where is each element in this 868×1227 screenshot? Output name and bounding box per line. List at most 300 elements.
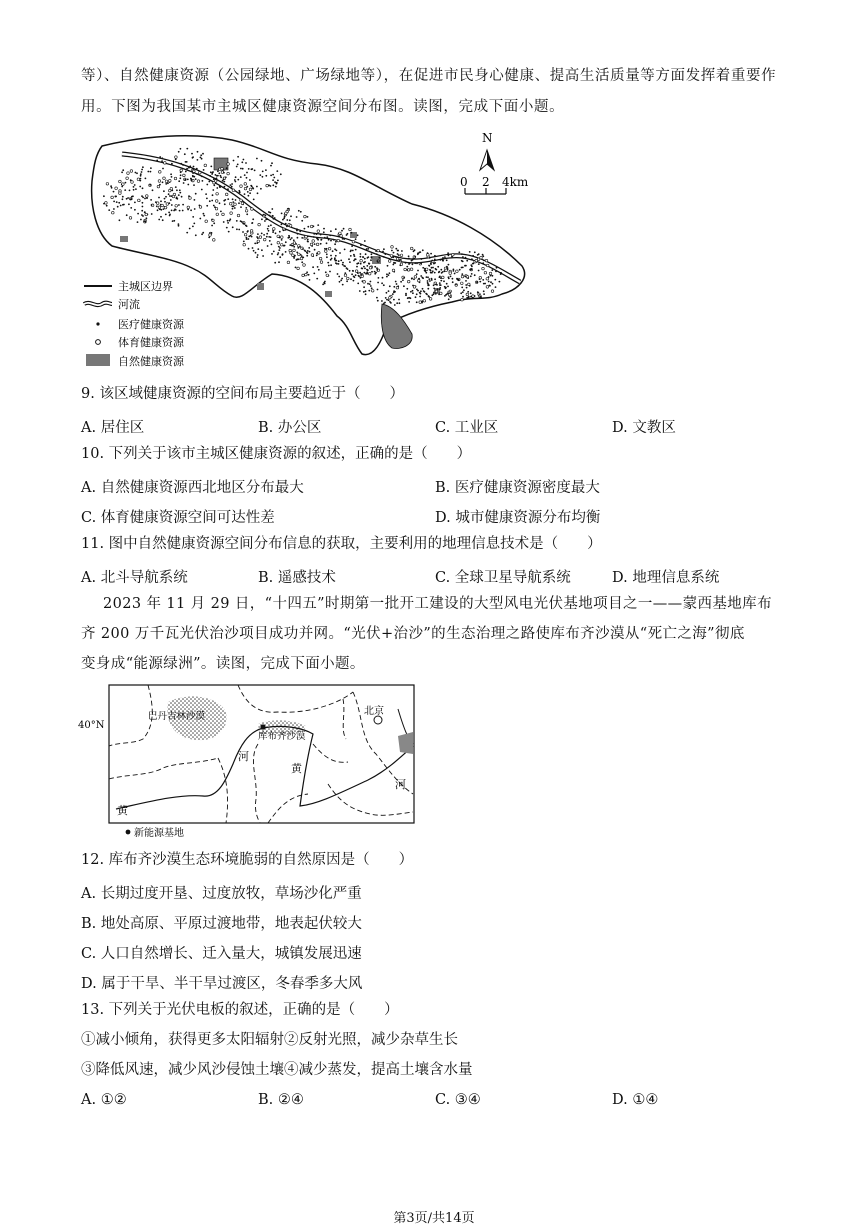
sports-resource-dot xyxy=(164,162,167,165)
medical-resource-dot xyxy=(256,236,258,238)
medical-resource-dot xyxy=(158,219,160,221)
sports-resource-dot xyxy=(319,257,322,260)
medical-resource-dot xyxy=(190,209,192,211)
medical-resource-dot xyxy=(462,261,464,263)
sports-resource-dot xyxy=(166,203,169,206)
medical-resource-dot xyxy=(353,280,355,282)
medical-resource-dot xyxy=(424,291,426,293)
medical-resource-dot xyxy=(235,176,237,178)
sports-resource-dot xyxy=(130,170,133,173)
medical-resource-dot xyxy=(187,179,189,181)
medical-resource-dot xyxy=(168,193,170,195)
medical-resource-dot xyxy=(363,286,365,288)
medical-resource-dot xyxy=(111,187,113,189)
medical-resource-dot xyxy=(272,215,274,217)
medical-resource-dot xyxy=(296,230,298,232)
medical-resource-dot xyxy=(265,215,267,217)
medical-resource-dot xyxy=(210,166,212,168)
q11-option-c[interactable]: C. 全球卫星导航系统 xyxy=(435,570,571,586)
medical-resource-dot xyxy=(386,273,388,275)
medical-resource-dot xyxy=(180,174,182,176)
medical-resource-dot xyxy=(278,261,280,263)
q9-option-c[interactable]: C. 工业区 xyxy=(435,420,499,436)
q11-option-d[interactable]: D. 地理信息系统 xyxy=(612,570,720,586)
medical-resource-dot xyxy=(213,222,215,224)
medical-resource-dot xyxy=(353,260,355,262)
medical-resource-dot xyxy=(192,176,194,178)
q9-option-b[interactable]: B. 办公区 xyxy=(258,420,322,436)
sports-resource-dot xyxy=(312,240,315,243)
medical-resource-dot xyxy=(110,185,112,187)
medical-resource-dot xyxy=(248,168,250,170)
q13-option-b[interactable]: B. ②④ xyxy=(258,1092,304,1108)
medical-resource-dot xyxy=(453,270,455,272)
sports-resource-dot xyxy=(407,280,410,283)
medical-resource-dot xyxy=(271,208,273,210)
medical-resource-dot xyxy=(445,294,447,296)
medical-resource-dot xyxy=(397,253,399,255)
medical-resource-dot xyxy=(269,240,271,242)
medical-resource-dot xyxy=(483,259,485,261)
medical-resource-dot xyxy=(342,264,344,266)
question-13-stem: 13. 下列关于光伏电板的叙述，正确的是（ ） xyxy=(81,1002,399,1018)
medical-resource-dot xyxy=(293,246,295,248)
medical-resource-dot xyxy=(386,276,388,278)
medical-resource-dot xyxy=(359,272,361,274)
sports-resource-dot xyxy=(388,260,391,263)
river-label-4: 黄 xyxy=(117,804,128,817)
medical-resource-dot xyxy=(365,245,367,247)
medical-resource-dot xyxy=(262,171,264,173)
medical-resource-dot xyxy=(179,189,181,191)
medical-resource-dot xyxy=(180,163,182,165)
sports-resource-dot xyxy=(131,181,134,184)
medical-resource-dot xyxy=(469,251,471,253)
medical-resource-dot xyxy=(208,237,210,239)
medical-resource-dot xyxy=(246,172,248,174)
north-label: N xyxy=(482,131,493,145)
medical-resource-dot xyxy=(472,263,474,265)
medical-resource-dot xyxy=(249,192,251,194)
sports-resource-dot xyxy=(347,277,350,280)
medical-resource-dot xyxy=(448,264,450,266)
sports-resource-dot xyxy=(244,183,247,186)
medical-resource-dot xyxy=(279,256,281,258)
q11-option-a[interactable]: A. 北斗导航系统 xyxy=(81,570,188,586)
medical-resource-dot xyxy=(393,252,395,254)
sports-resource-dot xyxy=(243,243,246,246)
sports-resource-dot xyxy=(300,257,303,260)
intro-line-1: 等）、自然健康资源（公园绿地、广场绿地等），在促进市民身心健康、提高生活质量等方面发挥着重要作 xyxy=(81,68,777,84)
medical-resource-dot xyxy=(216,187,218,189)
medical-resource-dot xyxy=(237,164,239,166)
medical-resource-dot xyxy=(212,171,214,173)
sports-resource-dot xyxy=(369,266,372,269)
medical-resource-dot xyxy=(427,276,429,278)
sports-resource-dot xyxy=(311,254,314,257)
medical-resource-dot xyxy=(113,208,115,210)
medical-resource-dot xyxy=(355,274,357,276)
sports-resource-dot xyxy=(377,249,380,252)
medical-resource-dot xyxy=(416,263,418,265)
q10-option-a[interactable]: A. 自然健康资源西北地区分布最大 xyxy=(81,480,304,496)
sports-resource-dot xyxy=(180,169,183,172)
sports-resource-dot xyxy=(138,199,141,202)
medical-resource-dot xyxy=(253,250,255,252)
medical-resource-dot xyxy=(418,278,420,280)
medical-resource-dot xyxy=(257,233,259,235)
sports-resource-dot xyxy=(340,235,343,238)
medical-resource-dot xyxy=(209,175,211,177)
medical-resource-dot xyxy=(116,201,118,203)
q11-option-b[interactable]: B. 遥感技术 xyxy=(258,570,336,586)
medical-resource-dot xyxy=(141,210,143,212)
sports-resource-dot xyxy=(325,250,328,253)
medical-resource-dot xyxy=(408,255,410,257)
medical-resource-dot xyxy=(106,205,108,207)
medical-resource-dot xyxy=(445,287,447,289)
medical-resource-dot xyxy=(448,298,450,300)
medical-resource-dot xyxy=(459,269,461,271)
medical-resource-dot xyxy=(435,269,437,271)
q12-option-a[interactable]: A. 长期过度开垦、过度放牧，草场沙化严重 xyxy=(81,886,362,902)
medical-resource-dot xyxy=(495,271,497,273)
medical-resource-dot xyxy=(363,291,365,293)
medical-resource-dot xyxy=(161,157,163,159)
sports-resource-dot xyxy=(229,202,232,205)
medical-resource-dot xyxy=(313,233,315,235)
sports-resource-dot xyxy=(310,243,313,246)
medical-resource-dot xyxy=(320,243,322,245)
sports-resource-dot xyxy=(491,290,494,293)
medical-resource-dot xyxy=(203,213,205,215)
medical-resource-dot xyxy=(338,263,340,265)
sports-resource-dot xyxy=(461,298,464,301)
medical-resource-dot xyxy=(421,277,423,279)
medical-resource-dot xyxy=(268,225,270,227)
medical-resource-dot xyxy=(461,287,463,289)
sports-resource-dot xyxy=(250,230,253,233)
sports-resource-dot xyxy=(466,293,469,296)
medical-resource-dot xyxy=(226,227,228,229)
medical-resource-dot xyxy=(462,296,464,298)
medical-resource-dot xyxy=(277,180,279,182)
sports-resource-dot xyxy=(320,261,323,264)
sports-resource-dot xyxy=(449,272,452,275)
medical-resource-dot xyxy=(419,281,421,283)
medical-resource-dot xyxy=(329,271,331,273)
medical-resource-dot xyxy=(206,184,208,186)
medical-resource-dot xyxy=(405,293,407,295)
q12-option-b[interactable]: B. 地处高原、平原过渡地带，地表起伏较大 xyxy=(81,916,362,932)
medical-resource-dot xyxy=(414,262,416,264)
medical-resource-dot xyxy=(468,296,470,298)
medical-resource-dot xyxy=(494,279,496,281)
medical-resource-dot xyxy=(338,260,340,262)
medical-resource-dot xyxy=(295,267,297,269)
medical-resource-dot xyxy=(287,237,289,239)
medical-resource-dot xyxy=(236,228,238,230)
medical-resource-dot xyxy=(134,202,136,204)
medical-resource-dot xyxy=(326,256,328,258)
medical-resource-dot xyxy=(346,280,348,282)
q12-option-d[interactable]: D. 属于干旱、半干旱过渡区，冬春季多大风 xyxy=(81,976,363,992)
medical-resource-dot xyxy=(266,236,268,238)
medical-resource-dot xyxy=(366,273,368,275)
medical-resource-dot xyxy=(160,200,162,202)
medical-resource-dot xyxy=(371,257,373,259)
medical-resource-dot xyxy=(360,263,362,265)
medical-resource-dot xyxy=(281,213,283,215)
medical-resource-dot xyxy=(162,168,164,170)
medical-resource-dot xyxy=(170,199,172,201)
medical-resource-dot xyxy=(117,206,119,208)
medical-resource-dot xyxy=(406,266,408,268)
medical-resource-dot xyxy=(244,193,246,195)
medical-resource-dot xyxy=(399,264,401,266)
sports-resource-dot xyxy=(193,170,196,173)
sports-resource-dot xyxy=(355,270,358,273)
q13-option-d[interactable]: D. ①④ xyxy=(612,1092,659,1108)
medical-resource-dot xyxy=(277,254,279,256)
medical-resource-dot xyxy=(129,190,131,192)
sports-resource-dot xyxy=(145,213,148,216)
medical-resource-dot xyxy=(298,210,300,212)
medical-resource-dot xyxy=(366,248,368,250)
q13-option-c[interactable]: C. ③④ xyxy=(435,1092,481,1108)
medical-resource-dot xyxy=(433,284,435,286)
medical-resource-dot xyxy=(281,224,283,226)
sports-resource-dot xyxy=(298,253,301,256)
medical-resource-dot xyxy=(451,256,453,258)
medical-resource-dot xyxy=(208,181,210,183)
medical-resource-dot xyxy=(125,182,127,184)
medical-resource-dot xyxy=(251,236,253,238)
medical-resource-dot xyxy=(416,293,418,295)
sports-resource-dot xyxy=(221,167,224,170)
medical-resource-dot xyxy=(488,281,490,283)
sports-resource-dot xyxy=(266,184,269,187)
medical-resource-dot xyxy=(243,159,245,161)
medical-resource-dot xyxy=(252,188,254,190)
medical-resource-dot xyxy=(306,271,308,273)
medical-resource-dot xyxy=(128,203,130,205)
medical-resource-dot xyxy=(313,236,315,238)
sports-resource-dot xyxy=(429,298,432,301)
medical-resource-dot xyxy=(124,189,126,191)
medical-resource-dot xyxy=(219,186,221,188)
medical-resource-dot xyxy=(202,180,204,182)
medical-resource-dot xyxy=(403,285,405,287)
medical-resource-dot xyxy=(270,175,272,177)
sports-resource-dot xyxy=(414,276,417,279)
medical-resource-dot xyxy=(393,299,395,301)
medical-resource-dot xyxy=(474,274,476,276)
sports-resource-dot xyxy=(440,292,443,295)
sports-resource-dot xyxy=(119,192,122,195)
medical-resource-dot xyxy=(192,216,194,218)
lat-label: 40°N xyxy=(78,720,105,731)
q10-option-c[interactable]: C. 体育健康资源空间可达性差 xyxy=(81,510,275,526)
medical-resource-dot xyxy=(367,283,369,285)
medical-resource-dot xyxy=(162,181,164,183)
medical-resource-dot xyxy=(491,269,493,271)
medical-resource-dot xyxy=(428,284,430,286)
medical-resource-dot xyxy=(411,260,413,262)
medical-resource-dot xyxy=(479,281,481,283)
medical-resource-dot xyxy=(231,186,233,188)
medical-resource-dot xyxy=(329,235,331,237)
medical-resource-dot xyxy=(340,279,342,281)
medical-resource-dot xyxy=(334,248,336,250)
medical-resource-dot xyxy=(121,171,123,173)
medical-resource-dot xyxy=(365,293,367,295)
medical-resource-dot xyxy=(272,184,274,186)
medical-resource-dot xyxy=(201,158,203,160)
medical-resource-dot xyxy=(461,273,463,275)
medical-resource-dot xyxy=(335,255,337,257)
medical-resource-dot xyxy=(267,245,269,247)
sports-resource-dot xyxy=(244,233,247,236)
medical-resource-dot xyxy=(137,213,139,215)
medical-resource-dot xyxy=(496,267,498,269)
sports-resource-dot xyxy=(158,206,161,209)
q9-option-d[interactable]: D. 文教区 xyxy=(612,420,676,436)
medical-resource-dot xyxy=(122,204,124,206)
medical-resource-dot xyxy=(387,265,389,267)
medical-resource-dot xyxy=(168,212,170,214)
medical-resource-dot xyxy=(455,283,457,285)
medical-resource-dot xyxy=(239,191,241,193)
medical-resource-dot xyxy=(495,286,497,288)
medical-resource-dot xyxy=(191,153,193,155)
medical-resource-dot xyxy=(144,211,146,213)
medical-resource-dot xyxy=(469,285,471,287)
medical-resource-dot xyxy=(383,248,385,250)
q10-option-b[interactable]: B. 医疗健康资源密度最大 xyxy=(435,480,600,496)
sports-resource-dot xyxy=(169,179,172,182)
question-12-stem: 12. 库布齐沙漠生态环境脆弱的自然原因是（ ） xyxy=(81,852,414,868)
medical-resource-dot xyxy=(291,237,293,239)
medical-resource-dot xyxy=(389,285,391,287)
medical-resource-dot xyxy=(178,194,180,196)
medical-resource-dot xyxy=(343,265,345,267)
medical-resource-dot xyxy=(381,282,383,284)
medical-resource-dot xyxy=(482,279,484,281)
medical-resource-dot xyxy=(492,283,494,285)
sports-resource-dot xyxy=(425,268,428,271)
medical-resource-dot xyxy=(243,241,245,243)
medical-resource-dot xyxy=(316,255,318,257)
sports-resource-dot xyxy=(158,180,161,183)
medical-resource-dot xyxy=(440,269,442,271)
medical-resource-dot xyxy=(351,232,353,234)
medical-resource-dot xyxy=(299,246,301,248)
medical-resource-dot xyxy=(450,276,452,278)
medical-resource-dot xyxy=(478,263,480,265)
medical-resource-dot xyxy=(203,215,205,217)
medical-resource-dot xyxy=(145,178,147,180)
medical-resource-dot xyxy=(488,276,490,278)
q9-option-a[interactable]: A. 居住区 xyxy=(81,420,145,436)
medical-resource-dot xyxy=(434,262,436,264)
medical-resource-dot xyxy=(383,284,385,286)
sports-resource-dot xyxy=(170,187,173,190)
river-label-2: 黄 xyxy=(291,762,302,775)
medical-resource-dot xyxy=(257,192,259,194)
medical-resource-dot xyxy=(130,179,132,181)
medical-resource-dot xyxy=(360,277,362,279)
medical-resource-dot xyxy=(265,219,267,221)
medical-resource-dot xyxy=(297,233,299,235)
medical-resource-dot xyxy=(434,278,436,280)
medical-resource-dot xyxy=(260,188,262,190)
medical-resource-dot xyxy=(272,179,274,181)
sports-resource-dot xyxy=(230,212,233,215)
medical-resource-dot xyxy=(379,257,381,259)
sports-resource-dot xyxy=(122,183,125,186)
medical-resource-dot xyxy=(392,293,394,295)
medical-resource-dot xyxy=(364,268,366,270)
medical-resource-dot xyxy=(313,273,315,275)
medical-resource-dot xyxy=(156,205,158,207)
medical-resource-dot xyxy=(347,268,349,270)
sports-resource-dot xyxy=(129,217,132,220)
para-line-2: 齐 200 万千瓦光伏治沙项目成功并网。“光伏+治沙”的生态治理之路使库布齐沙漠从“死亡之海”彻底 xyxy=(81,626,745,642)
medical-resource-dot xyxy=(399,302,401,304)
medical-resource-dot xyxy=(362,256,364,258)
medical-resource-dot xyxy=(196,168,198,170)
medical-resource-dot xyxy=(247,191,249,193)
sports-resource-dot xyxy=(163,177,166,180)
intro-line-2: 用。下图为我国某市主城区健康资源空间分布图。读图，完成下面小题。 xyxy=(81,99,565,115)
q12-option-c[interactable]: C. 人口自然增长、迁入量大，城镇发展迅速 xyxy=(81,946,362,962)
medical-resource-dot xyxy=(343,238,345,240)
medical-resource-dot xyxy=(279,231,281,233)
medical-resource-dot xyxy=(482,254,484,256)
medical-resource-dot xyxy=(233,206,235,208)
q10-option-d[interactable]: D. 城市健康资源分布均衡 xyxy=(435,510,601,526)
medical-resource-dot xyxy=(330,259,332,261)
medical-resource-dot xyxy=(408,301,410,303)
medical-resource-dot xyxy=(351,273,353,275)
map2-legend: 新能源基地 xyxy=(134,828,184,839)
q13-option-a[interactable]: A. ①② xyxy=(81,1092,127,1108)
medical-resource-dot xyxy=(376,297,378,299)
medical-resource-dot xyxy=(179,177,181,179)
medical-resource-dot xyxy=(297,247,299,249)
medical-resource-dot xyxy=(461,267,463,269)
medical-resource-dot xyxy=(199,218,201,220)
medical-resource-dot xyxy=(213,205,215,207)
medical-resource-dot xyxy=(131,196,133,198)
sports-resource-dot xyxy=(419,301,422,304)
north-arrow xyxy=(480,150,494,170)
medical-resource-dot xyxy=(422,267,424,269)
medical-resource-dot xyxy=(301,261,303,263)
sports-resource-dot xyxy=(127,172,130,175)
medical-resource-dot xyxy=(320,234,322,236)
medical-resource-dot xyxy=(371,271,373,273)
medical-resource-dot xyxy=(354,276,356,278)
medical-resource-dot xyxy=(288,235,290,237)
medical-resource-dot xyxy=(430,253,432,255)
medical-resource-dot xyxy=(273,251,275,253)
medical-resource-dot xyxy=(412,292,414,294)
sports-resource-dot xyxy=(106,183,109,186)
medical-resource-dot xyxy=(235,181,237,183)
medical-resource-dot xyxy=(350,255,352,257)
